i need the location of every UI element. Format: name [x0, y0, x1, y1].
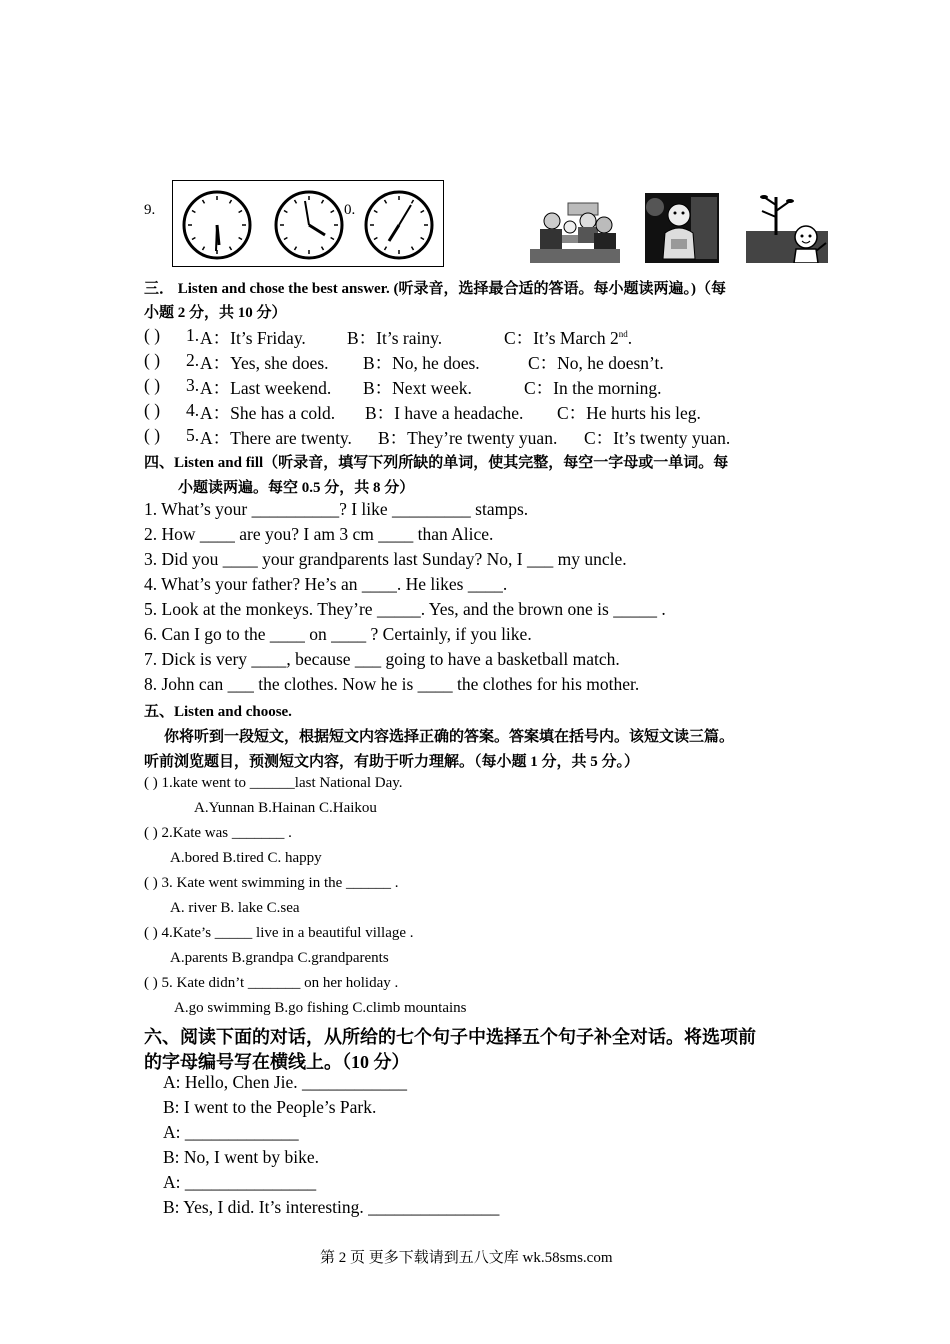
fill-line: 2. How ____ are you? I am 3 cm ____ than Alice. [144, 524, 494, 544]
section3-header-line2: 小题 2 分，共 10 分） [144, 305, 287, 321]
answer-paren[interactable]: ( ) [144, 400, 161, 420]
choice-options: A.go swimming B.go fishing C.climb mountains [174, 1000, 467, 1016]
fill-line: 8. John can ___ the clothes. Now he is ____ the clothes for his mother. [144, 674, 640, 694]
answer-paren[interactable]: ( ) [144, 375, 161, 395]
fill-line: 5. Look at the monkeys. They’re _____. Yes, and the brown one is _____ . [144, 599, 666, 619]
answer-paren[interactable]: ( ) [144, 325, 161, 345]
girl-picture-icon [645, 193, 719, 263]
choice-options: A.bored B.tired C. happy [170, 850, 322, 866]
option-b: B：No, he does. [363, 353, 480, 373]
dialog-line: B: Yes, I did. It’s interesting. _______________ [163, 1197, 500, 1217]
dialog-line: A: _____________ [163, 1122, 299, 1142]
option-b: B：I have a headache. [365, 403, 524, 423]
option-a: A：She has a cold. [200, 403, 336, 423]
section5-header: 五、Listen and choose. [144, 704, 292, 720]
boy-tree-picture-icon [746, 191, 828, 263]
fill-line: 7. Dick is very ____, because ___ going to have a basketball match. [144, 649, 620, 669]
dialog-line: A: _______________ [163, 1172, 317, 1192]
option-a: A：There are twenty. [200, 428, 352, 448]
option-c: C：In the morning. [524, 378, 662, 398]
section6-header-line2: 的字母编号写在横线上。（10 分） [144, 1052, 410, 1072]
section4-header-line1: 四、Listen and fill（听录音，填写下列所缺的单词，使其完整，每空一字母或一单词。每 [144, 455, 729, 471]
dialog-line: A: Hello, Chen Jie. ____________ [163, 1072, 408, 1092]
option-a: A：It’s Friday. [200, 328, 306, 348]
q9-number: 9. [144, 202, 156, 218]
choice-question: ( ) 4.Kate’s _____ live in a beautiful village . [144, 925, 414, 941]
section6-header-line1: 六、阅读下面的对话，从所给的七个句子中选择五个句子补全对话。将选项前 [144, 1027, 756, 1047]
choice-question: ( ) 1.kate went to ______last National Day. [144, 775, 403, 791]
clock-row-box [172, 180, 444, 267]
choice-options: A.parents B.grandpa C.grandparents [170, 950, 389, 966]
fill-line: 3. Did you ____ your grandparents last Sunday? No, I ___ my uncle. [144, 549, 627, 569]
section5-intro-line1: 你将听到一段短文，根据短文内容选择正确的答案。答案填在括号内。该短文读三篇。 [164, 729, 735, 745]
section5-intro-line2: 听前浏览题目，预测短文内容，有助于听力理解。（每小题 1 分，共 5 分。） [144, 754, 640, 770]
section4-header-line2: 小题读两遍。每空 0.5 分，共 8 分） [178, 480, 415, 496]
option-b: B：It’s rainy. [347, 328, 443, 348]
family-dinner-picture-icon [530, 199, 620, 263]
option-a: A：Last weekend. [200, 378, 332, 398]
option-b: B：They’re twenty yuan. [378, 428, 558, 448]
option-c: C：No, he doesn’t. [528, 353, 664, 373]
item-number: 1. [186, 325, 200, 345]
choice-question: ( ) 2.Kate was _______ . [144, 825, 292, 841]
section3-header-line1: 三． Listen and chose the best answer. (听录音，选择最合适的答语。每小题读两遍。)（每 [144, 281, 726, 297]
item-number: 4. [186, 400, 200, 420]
option-c: C：He hurts his leg. [557, 403, 701, 423]
clock-icon [366, 192, 432, 258]
clock-faces [173, 181, 443, 266]
choice-options: A.Yunnan B.Hainan C.Haikou [194, 800, 377, 816]
page-footer: 第 2 页 更多下载请到五八文库 wk.58sms.com [320, 1250, 613, 1266]
fill-line: 6. Can I go to the ____ on ____ ? Certainly, if you like. [144, 624, 532, 644]
fill-line: 4. What’s your father? He’s an ____. He likes ____. [144, 574, 508, 594]
dialog-line: B: No, I went by bike. [163, 1147, 320, 1167]
answer-paren[interactable]: ( ) [144, 350, 161, 370]
dialog-line: B: I went to the People’s Park. [163, 1097, 377, 1117]
q10-number: 0. [344, 202, 356, 218]
option-c: C：It’s March 2nd. [504, 328, 633, 348]
choice-options: A. river B. lake C.sea [170, 900, 300, 916]
option-c: C：It’s twenty yuan. [584, 428, 731, 448]
choice-question: ( ) 5. Kate didn’t _______ on her holiday . [144, 975, 399, 991]
choice-question: ( ) 3. Kate went swimming in the ______ . [144, 875, 399, 891]
item-number: 2. [186, 350, 200, 370]
fill-line: 1. What’s your __________? I like _________ stamps. [144, 499, 529, 519]
clock-icon [184, 192, 250, 258]
clock-icon [276, 192, 342, 258]
answer-paren[interactable]: ( ) [144, 425, 161, 445]
item-number: 3. [186, 375, 200, 395]
item-number: 5. [186, 425, 200, 445]
option-b: B：Next week. [363, 378, 472, 398]
option-a: A：Yes, she does. [200, 353, 329, 373]
